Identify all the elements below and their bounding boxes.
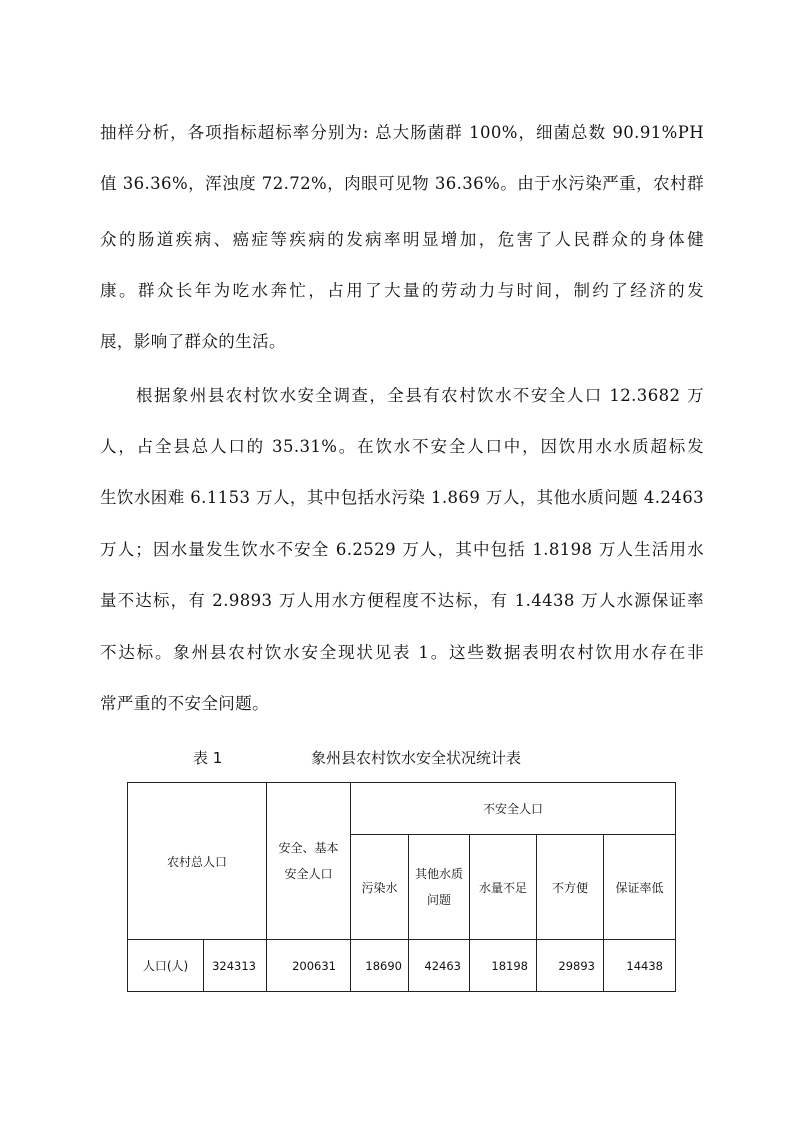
cell-other-quality: 42463 (409, 940, 470, 992)
text-line: 常严重的不安全问题。 (100, 694, 269, 713)
text-line: 抽样分析，各项指标超标率分别为: 总大肠菌群 100%，细菌总数 90.91%PH (100, 123, 704, 142)
cell-polluted: 18690 (351, 940, 409, 992)
water-safety-table (127, 782, 676, 992)
header-safe-basic (267, 783, 351, 940)
header-rural-total: 农村总人口 (128, 783, 267, 940)
header-inconvenient: 不方便 (537, 835, 604, 940)
header-low-guarantee: 保证率低 (604, 835, 676, 940)
header-other-quality-line1: 其他水质 (414, 867, 463, 881)
header-other-quality (409, 835, 470, 940)
cell-rural-total: 324313 (204, 940, 267, 992)
text-line: 展，影响了群众的生活。 (100, 332, 286, 351)
text-line: 根据象州县农村饮水安全调查，全县有农村饮水不安全人口 12.3682 万 (136, 386, 704, 405)
table-caption-label: 表 1 (193, 749, 223, 767)
table-row (128, 940, 676, 992)
text-line: 不达标。象州县农村饮水安全现状见表 1。这些数据表明农村饮用水存在非 (100, 643, 704, 662)
header-other-quality-line2: 问题 (426, 893, 451, 907)
header-polluted: 污染水 (351, 835, 409, 940)
table-header-row (128, 783, 676, 835)
text-line: 康。群众长年为吃水奔忙，占用了大量的劳动力与时间，制约了经济的发 (100, 281, 704, 300)
text-line: 值 36.36%，浑浊度 72.72%，肉眼可见物 36.36%。由于水污染严重，农村群 (100, 174, 704, 193)
cell-safe-basic: 200631 (267, 940, 351, 992)
text-line: 人，占全县总人口的 35.31%。在饮水不安全人口中，因饮用水水质超标发 (100, 437, 704, 456)
text-line: 众的肠道疾病、癌症等疾病的发病率明显增加，危害了人民群众的身体健 (100, 230, 704, 249)
table-caption-title: 象州县农村饮水安全状况统计表 (311, 749, 522, 767)
text-line: 生饮水困难 6.1153 万人，其中包括水污染 1.869 万人，其他水质问题 4.2463 (100, 488, 704, 507)
cell-inconvenient: 29893 (537, 940, 604, 992)
header-insufficient: 水量不足 (470, 835, 537, 940)
header-safe-basic-line2: 安全人口 (284, 867, 333, 881)
cell-insufficient: 18198 (470, 940, 537, 992)
text-line: 量不达标，有 2.9893 万人用水方便程度不达标，有 1.4438 万人水源保证率 (100, 591, 704, 610)
header-safe-basic-line1: 安全、基本 (278, 841, 339, 855)
text-line: 万人；因水量发生饮水不安全 6.2529 万人，其中包括 1.8198 万人生活用水 (100, 540, 704, 559)
cell-low-guarantee: 14438 (604, 940, 676, 992)
header-unsafe: 不安全人口 (351, 783, 676, 835)
row-label: 人口(人) (128, 940, 204, 992)
